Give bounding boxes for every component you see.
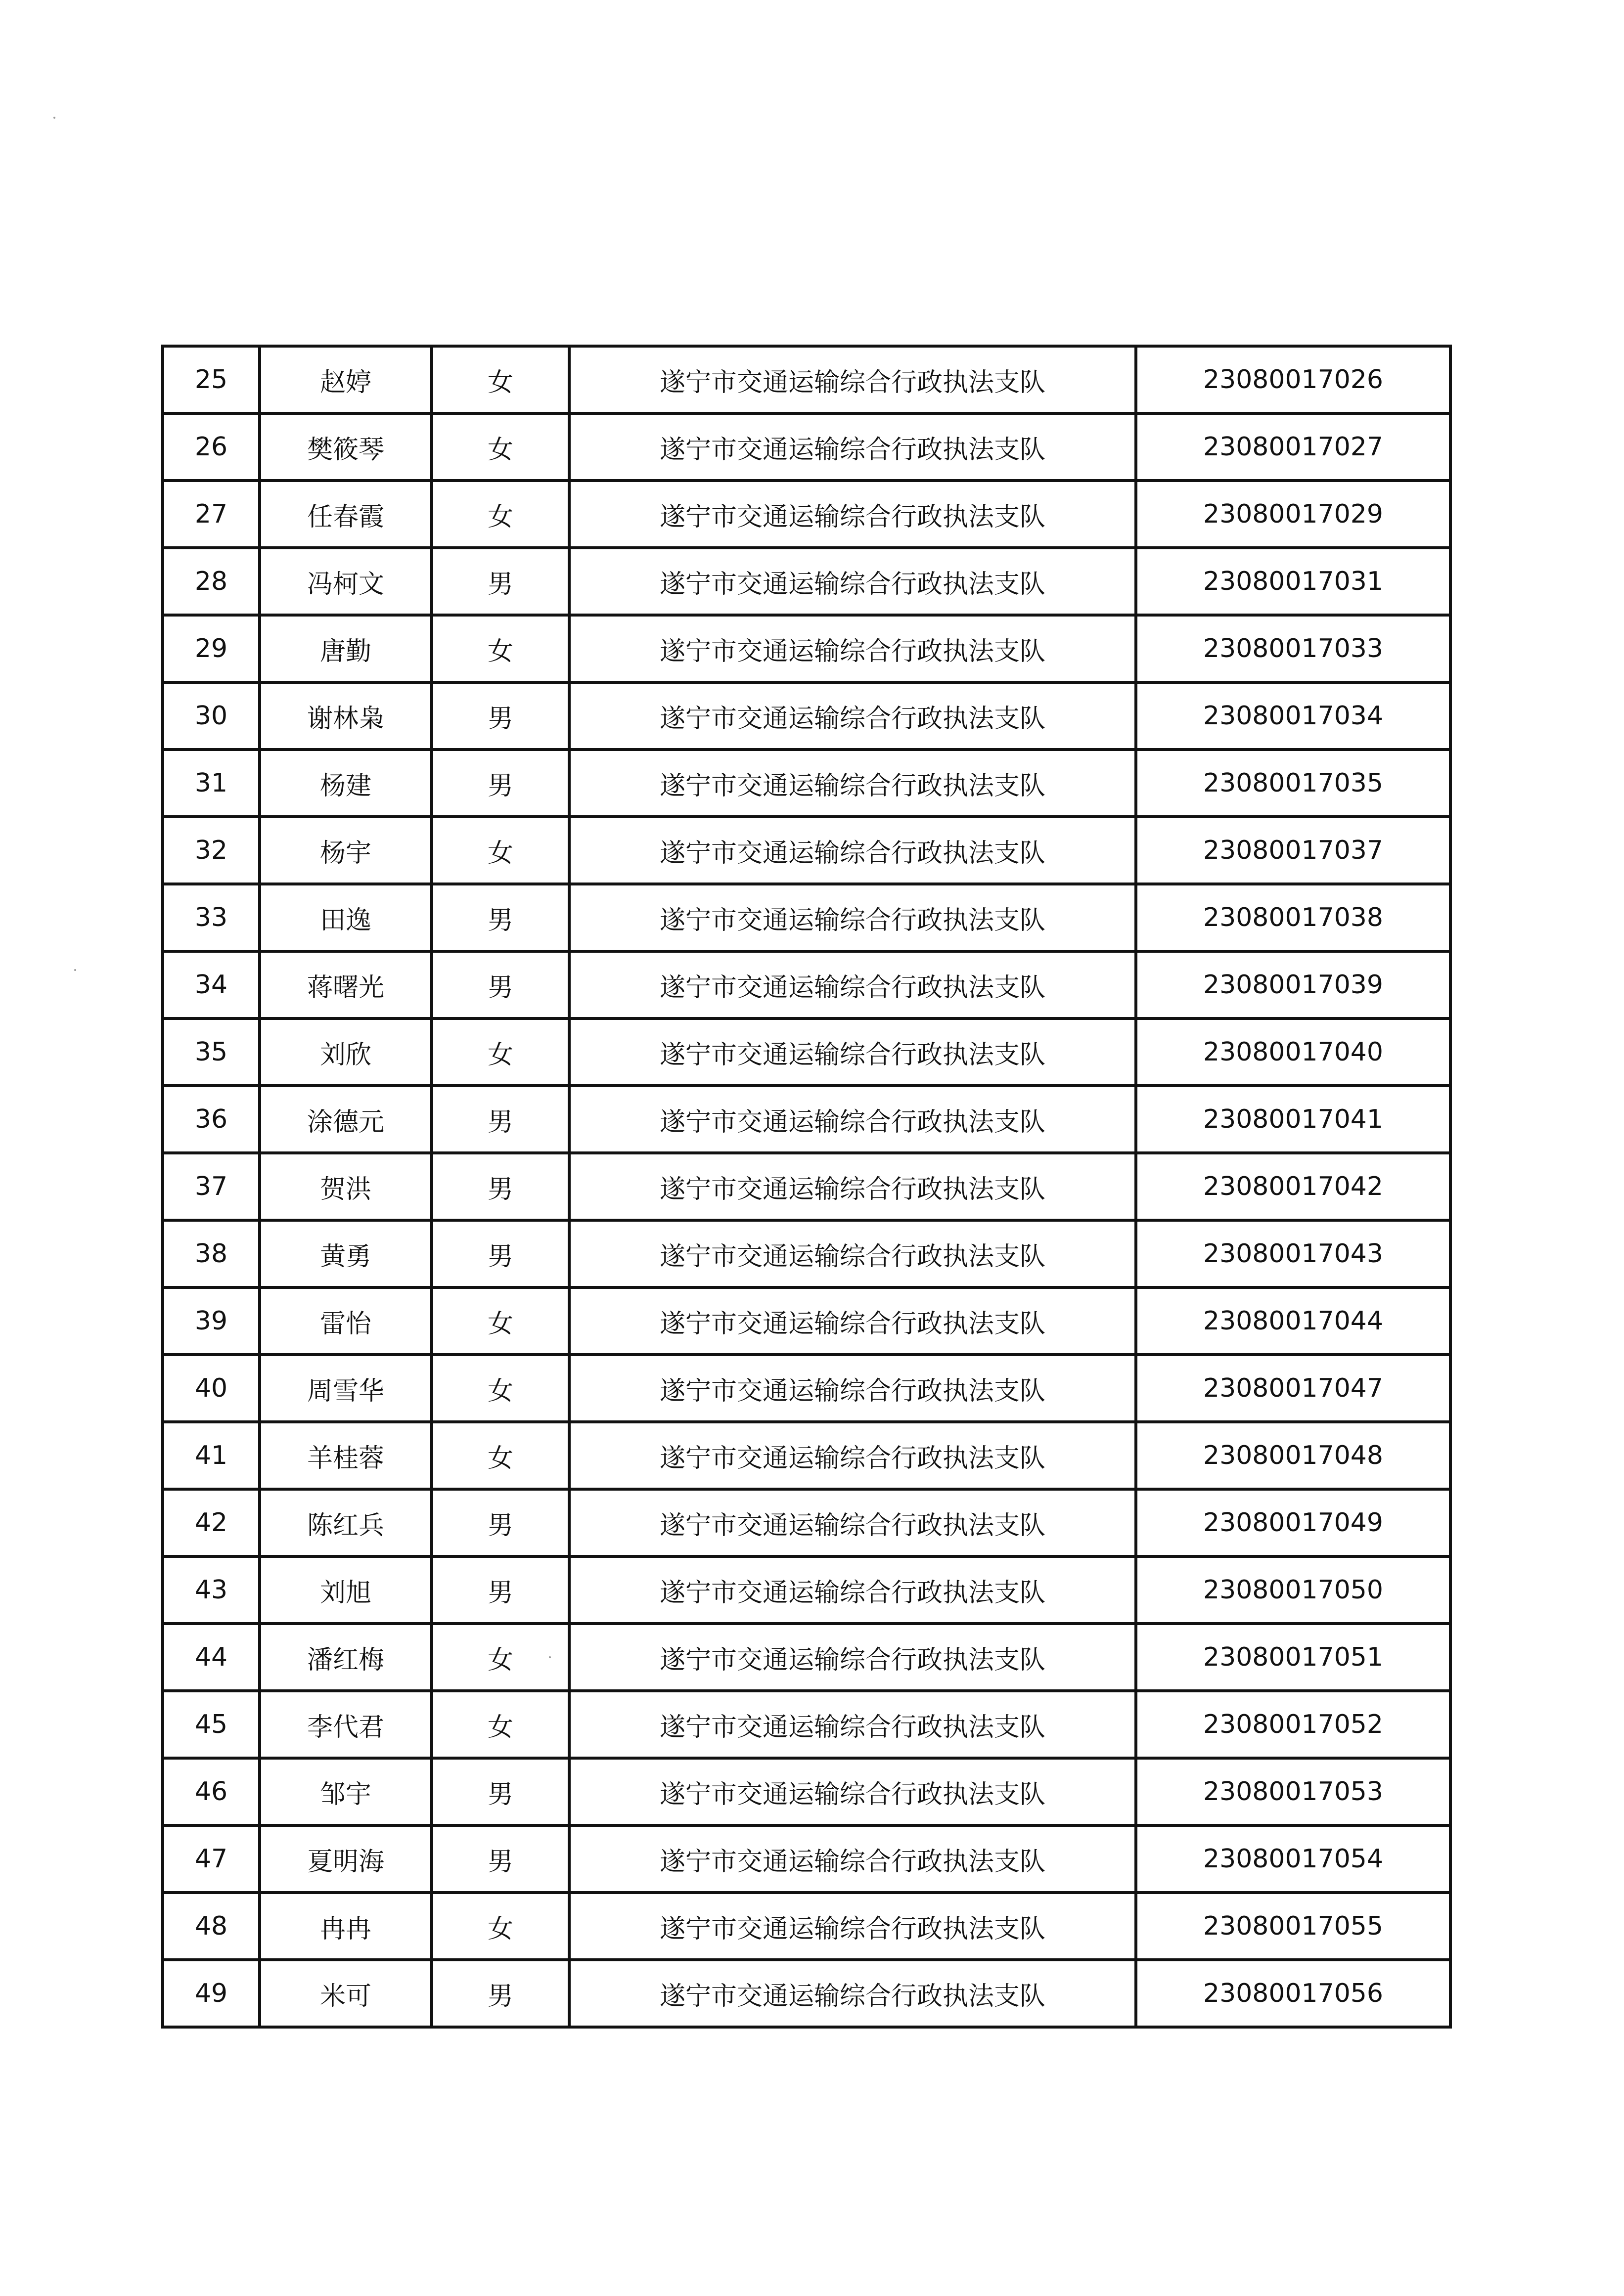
person-name: 赵婷 [260,346,432,413]
person-name: 黄勇 [260,1220,432,1287]
gender-cell: 女 [432,1422,569,1489]
row-index: 29 [163,615,260,682]
person-name: 夏明海 [260,1825,432,1893]
unit-cell: 遂宁市交通运输综合行政执法支队 [569,750,1136,817]
candidate-id: 23080017047 [1136,1355,1450,1422]
row-index: 47 [163,1825,260,1893]
candidate-id: 23080017048 [1136,1422,1450,1489]
person-name: 刘旭 [260,1556,432,1624]
unit-cell: 遂宁市交通运输综合行政执法支队 [569,1153,1136,1220]
candidate-id: 23080017039 [1136,951,1450,1018]
person-name: 田逸 [260,884,432,951]
row-index: 39 [163,1287,260,1355]
row-index: 43 [163,1556,260,1624]
row-index: 46 [163,1758,260,1825]
gender-cell: 男 [432,1960,569,2027]
row-index: 33 [163,884,260,951]
unit-cell: 遂宁市交通运输综合行政执法支队 [569,1086,1136,1153]
table-row [163,750,1450,817]
candidate-id: 23080017042 [1136,1153,1450,1220]
person-name: 冉冉 [260,1893,432,1960]
gender-cell: 男 [432,1758,569,1825]
unit-cell: 遂宁市交通运输综合行政执法支队 [569,1287,1136,1355]
candidate-id: 23080017034 [1136,682,1450,750]
gender-cell: 女 [432,1018,569,1086]
row-index: 34 [163,951,260,1018]
unit-cell: 遂宁市交通运输综合行政执法支队 [569,1825,1136,1893]
table-row [163,1893,1450,1960]
gender-cell: 男 [432,951,569,1018]
unit-cell: 遂宁市交通运输综合行政执法支队 [569,548,1136,615]
gender-cell: 男 [432,682,569,750]
row-index: 26 [163,413,260,481]
row-index: 48 [163,1893,260,1960]
row-index: 37 [163,1153,260,1220]
roster-table [161,345,1452,2029]
table-row [163,1489,1450,1556]
row-index: 35 [163,1018,260,1086]
gender-cell: 女 [432,1287,569,1355]
person-name: 杨宇 [260,817,432,884]
gender-cell: 女 [432,481,569,548]
gender-cell: 男 [432,884,569,951]
candidate-id: 23080017053 [1136,1758,1450,1825]
roster-table-body [163,346,1450,2027]
candidate-id: 23080017054 [1136,1825,1450,1893]
row-index: 42 [163,1489,260,1556]
table-row [163,1624,1450,1691]
table-row [163,1422,1450,1489]
table-row [163,1287,1450,1355]
row-index: 44 [163,1624,260,1691]
gender-cell: 女 [432,346,569,413]
candidate-id: 23080017027 [1136,413,1450,481]
table-row [163,682,1450,750]
table-row [163,1086,1450,1153]
row-index: 30 [163,682,260,750]
table-row [163,1825,1450,1893]
candidate-id: 23080017049 [1136,1489,1450,1556]
person-name: 蒋曙光 [260,951,432,1018]
candidate-id: 23080017031 [1136,548,1450,615]
row-index: 49 [163,1960,260,2027]
row-index: 27 [163,481,260,548]
table-row [163,817,1450,884]
person-name: 谢林枭 [260,682,432,750]
person-name: 潘红梅 [260,1624,432,1691]
unit-cell: 遂宁市交通运输综合行政执法支队 [569,951,1136,1018]
person-name: 贺洪 [260,1153,432,1220]
table-row [163,1556,1450,1624]
person-name: 刘欣 [260,1018,432,1086]
table-row [163,1960,1450,2027]
candidate-id: 23080017033 [1136,615,1450,682]
person-name: 陈红兵 [260,1489,432,1556]
candidate-id: 23080017056 [1136,1960,1450,2027]
unit-cell: 遂宁市交通运输综合行政执法支队 [569,1624,1136,1691]
gender-cell: 女 [432,1355,569,1422]
candidate-id: 23080017043 [1136,1220,1450,1287]
unit-cell: 遂宁市交通运输综合行政执法支队 [569,1556,1136,1624]
unit-cell: 遂宁市交通运输综合行政执法支队 [569,1018,1136,1086]
unit-cell: 遂宁市交通运输综合行政执法支队 [569,1691,1136,1758]
candidate-id: 23080017055 [1136,1893,1450,1960]
candidate-id: 23080017026 [1136,346,1450,413]
gender-cell: 男 [432,1825,569,1893]
person-name: 任春霞 [260,481,432,548]
table-row [163,1018,1450,1086]
person-name: 李代君 [260,1691,432,1758]
gender-cell: 女 [432,1893,569,1960]
candidate-id: 23080017041 [1136,1086,1450,1153]
unit-cell: 遂宁市交通运输综合行政执法支队 [569,346,1136,413]
unit-cell: 遂宁市交通运输综合行政执法支队 [569,1422,1136,1489]
person-name: 冯柯文 [260,548,432,615]
candidate-id: 23080017050 [1136,1556,1450,1624]
gender-cell: 女 [432,413,569,481]
unit-cell: 遂宁市交通运输综合行政执法支队 [569,1489,1136,1556]
gender-cell: 男 [432,750,569,817]
unit-cell: 遂宁市交通运输综合行政执法支队 [569,682,1136,750]
unit-cell: 遂宁市交通运输综合行政执法支队 [569,1220,1136,1287]
table-row [163,481,1450,548]
table-row [163,1355,1450,1422]
row-index: 25 [163,346,260,413]
person-name: 雷怡 [260,1287,432,1355]
candidate-id: 23080017038 [1136,884,1450,951]
table-row [163,615,1450,682]
table-row [163,1220,1450,1287]
row-index: 41 [163,1422,260,1489]
row-index: 28 [163,548,260,615]
unit-cell: 遂宁市交通运输综合行政执法支队 [569,1893,1136,1960]
table-row [163,1691,1450,1758]
unit-cell: 遂宁市交通运输综合行政执法支队 [569,413,1136,481]
unit-cell: 遂宁市交通运输综合行政执法支队 [569,884,1136,951]
gender-cell: 男 [432,1556,569,1624]
unit-cell: 遂宁市交通运输综合行政执法支队 [569,817,1136,884]
gender-cell: 男 [432,548,569,615]
person-name: 樊筱琴 [260,413,432,481]
unit-cell: 遂宁市交通运输综合行政执法支队 [569,615,1136,682]
row-index: 31 [163,750,260,817]
gender-cell: 女 [432,1691,569,1758]
row-index: 45 [163,1691,260,1758]
table-row [163,1153,1450,1220]
person-name: 羊桂蓉 [260,1422,432,1489]
candidate-id: 23080017029 [1136,481,1450,548]
unit-cell: 遂宁市交通运输综合行政执法支队 [569,481,1136,548]
scan-speck [74,969,76,971]
person-name: 唐勤 [260,615,432,682]
table-row [163,346,1450,413]
gender-cell: 男 [432,1489,569,1556]
table-row [163,1758,1450,1825]
gender-cell: 女 [432,615,569,682]
row-index: 38 [163,1220,260,1287]
candidate-id: 23080017052 [1136,1691,1450,1758]
candidate-id: 23080017040 [1136,1018,1450,1086]
gender-cell: 男 [432,1086,569,1153]
gender-cell: 男 [432,1220,569,1287]
row-index: 40 [163,1355,260,1422]
person-name: 涂德元 [260,1086,432,1153]
gender-cell: 男 [432,1153,569,1220]
table-row [163,413,1450,481]
unit-cell: 遂宁市交通运输综合行政执法支队 [569,1960,1136,2027]
scan-speck [53,117,55,119]
candidate-id: 23080017044 [1136,1287,1450,1355]
unit-cell: 遂宁市交通运输综合行政执法支队 [569,1355,1136,1422]
person-name: 邹宇 [260,1758,432,1825]
gender-cell: 女 [432,817,569,884]
table-row [163,548,1450,615]
person-name: 周雪华 [260,1355,432,1422]
person-name: 杨建 [260,750,432,817]
candidate-id: 23080017051 [1136,1624,1450,1691]
row-index: 36 [163,1086,260,1153]
unit-cell: 遂宁市交通运输综合行政执法支队 [569,1758,1136,1825]
gender-cell: 女 [432,1624,569,1691]
row-index: 32 [163,817,260,884]
table-row [163,951,1450,1018]
candidate-id: 23080017037 [1136,817,1450,884]
candidate-id: 23080017035 [1136,750,1450,817]
table-row [163,884,1450,951]
person-name: 米可 [260,1960,432,2027]
